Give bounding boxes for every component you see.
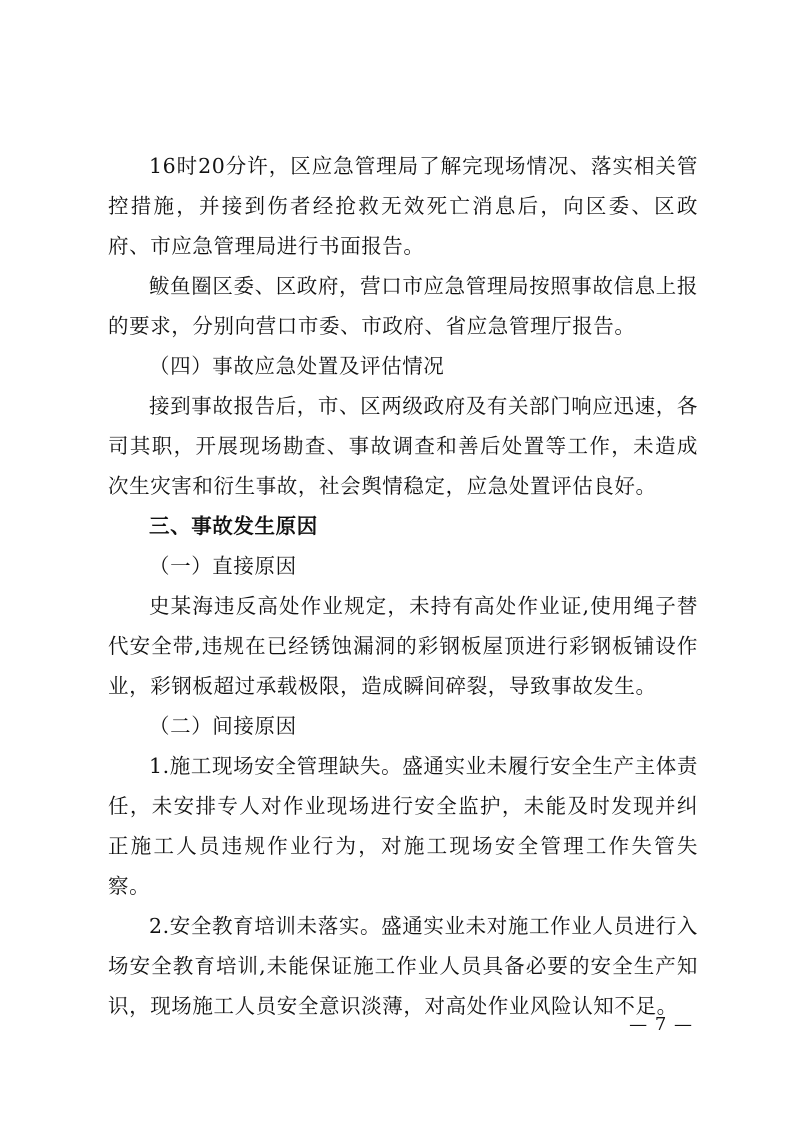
section-heading-causes: 三、事故发生原因 — [149, 514, 318, 538]
subheading-direct-cause: （一）直接原因 — [149, 554, 297, 578]
paragraph-direct-cause: 史某海违反高处作业规定，未持有高处作业证,使用绳子替代安全带,违规在已经锈蚀漏洞的彩钢板屋顶进行彩钢板铺设作业，彩钢板超过承载极限，造成瞬间碎裂，导致事故发生。 — [108, 594, 698, 698]
paragraph-indirect-cause-1: 1.施工现场安全管理缺失。盛通实业未履行安全生产主体责任，未安排专人对作业现场进行安全监护，未能及时发现并纠正施工人员违规作业行为，对施工现场安全管理工作失管失察。 — [108, 754, 698, 898]
subheading-emergency-response: （四）事故应急处置及评估情况 — [149, 354, 445, 378]
paragraph-indirect-cause-2: 2.安全教育培训未落实。盛通实业未对施工作业人员进行入场安全教育培训,未能保证施工作业人员具备必要的安全生产知识，现场施工人员安全意识淡薄，对高处作业风险认知不足。 — [108, 914, 698, 1018]
paragraph-report-upward: 鲅鱼圈区委、区政府，营口市应急管理局按照事故信息上报的要求，分别向营口市委、市政府、省应急管理厅报告。 — [108, 274, 698, 338]
subheading-indirect-cause: （二）间接原因 — [149, 714, 297, 738]
document-body — [108, 146, 698, 1026]
paragraph-emergency-response: 接到事故报告后，市、区两级政府及有关部门响应迅速，各司其职，开展现场勘查、事故调查和善后处置等工作，未造成次生灾害和衍生事故，社会舆情稳定，应急处置评估良好。 — [108, 394, 698, 498]
page-number: — 7 — — [629, 1014, 693, 1035]
paragraph-report-1620: 16时20分许，区应急管理局了解完现场情况、落实相关管控措施，并接到伤者经抢救无效死亡消息后，向区委、区政府、市应急管理局进行书面报告。 — [108, 154, 698, 258]
